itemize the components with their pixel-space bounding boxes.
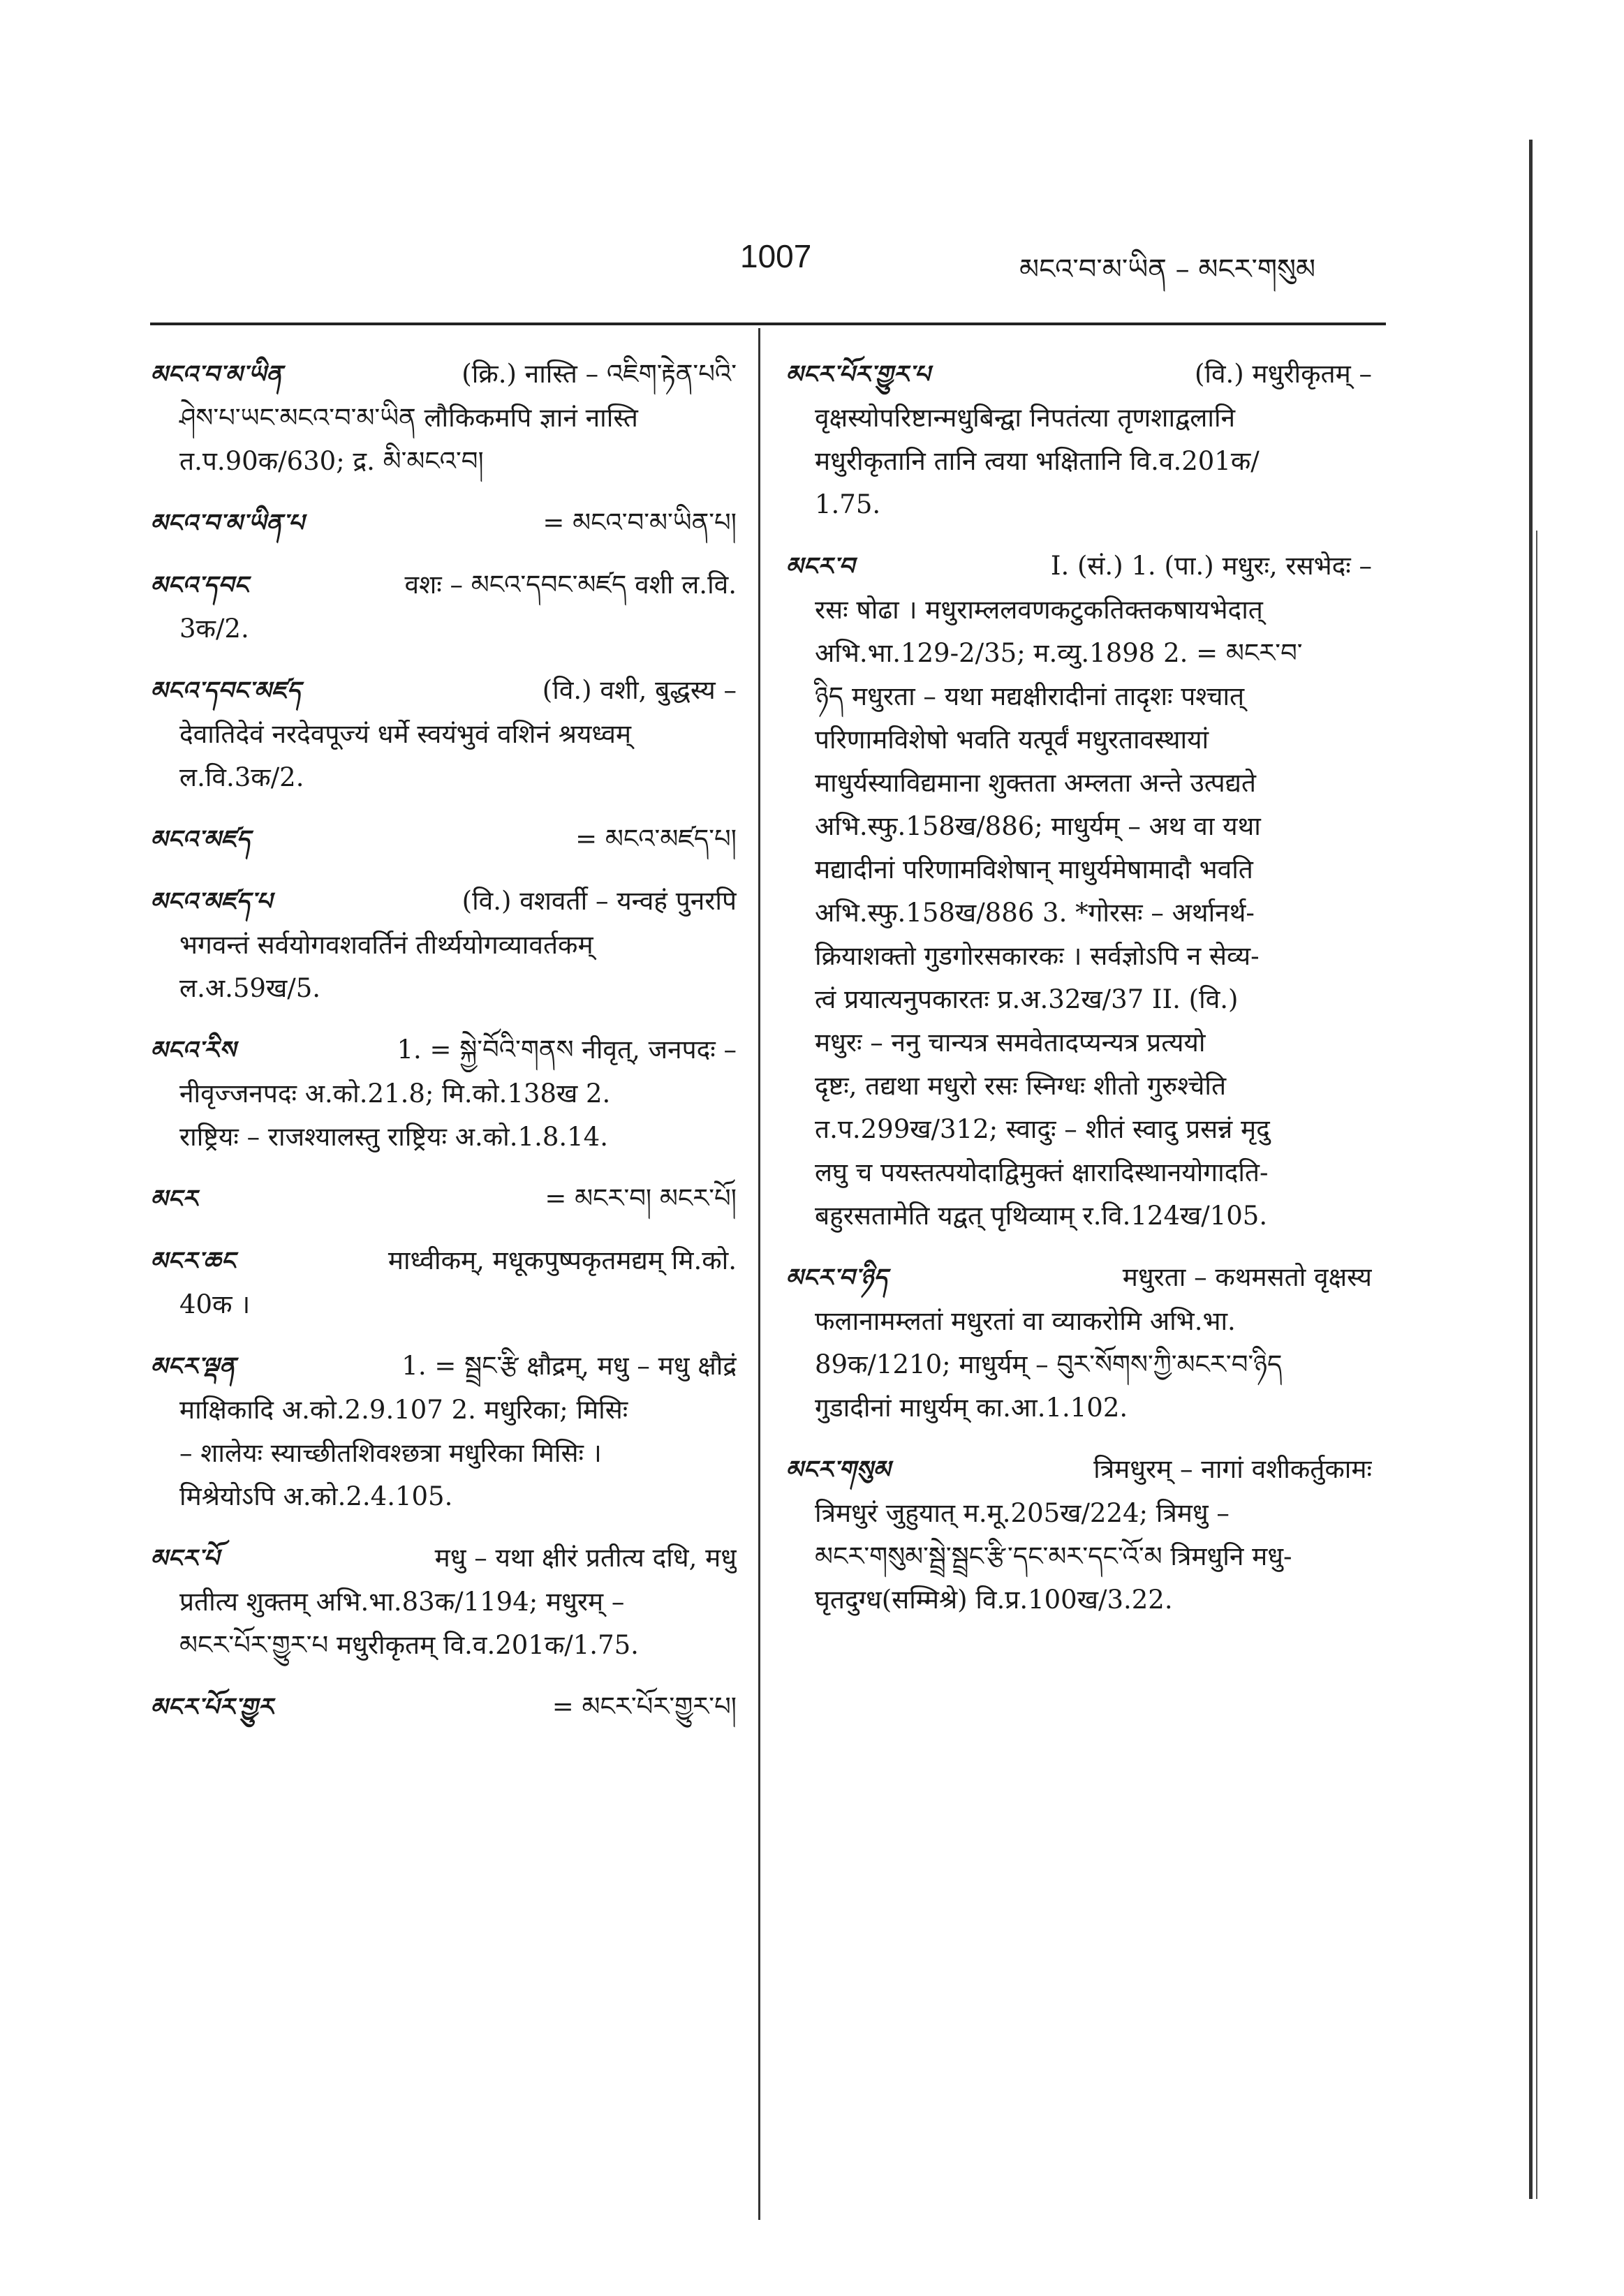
headword: མངར་བ — [785, 552, 855, 581]
right-column — [785, 353, 1372, 1640]
headword: མངར — [150, 1185, 198, 1213]
entry-head-line — [150, 501, 737, 545]
entry-text-line: नीवृज्जनपदः अ.को.21.8; मि.को.138ख 2. — [179, 1079, 611, 1109]
entry-text-line: त.प.299ख/312; स्वादुः – शीतं स्वादु प्रसन्नं मृदु — [815, 1114, 1270, 1144]
left-column — [150, 353, 737, 1747]
headword: མངའ་བ་མ་ཡིན — [150, 360, 283, 389]
entry-definition-start: 1. = སྐྱེ་བོའི་གནས नीवृत्, जनपदः – — [397, 1035, 737, 1065]
dictionary-entry — [150, 1345, 737, 1518]
entry-head-line — [785, 1448, 1372, 1492]
dictionary-entry — [150, 669, 737, 799]
entry-head-line — [150, 669, 737, 713]
entry-text-line: ཤེས་པ་ཡང་མངའ་བ་མ་ཡིན लौकिकमपि ज्ञानं नास्ति — [179, 403, 638, 433]
entry-text-line: रसः षोढा । मधुराम्ललवणकटुकतिक्तकषायभेदात् — [815, 595, 1263, 625]
entry-text-line: लघु च पयस्तत्पयोदाद्विमुक्तं क्षारादिस्थानयोगादति- — [815, 1157, 1269, 1187]
entry-text-line: 40क । — [179, 1289, 251, 1319]
entry-definition-start: मधुरता – कथमसतो वृक्षस्य — [1122, 1262, 1372, 1292]
entry-text-line: क्रियाशक्तो गुडगोरसकारकः । सर्वज्ञोऽपि न सेव्य- — [815, 941, 1260, 971]
headword: མངར་ཆང — [150, 1247, 236, 1275]
entry-definition-start: = མངར་པོར་གྱུར་པ། — [552, 1691, 737, 1721]
entry-head-line — [785, 353, 1372, 397]
entry-text-line: अभि.स्फु.158ख/886; माधुर्यम् – अथ वा यथा — [815, 811, 1261, 841]
entry-head-line — [150, 1536, 737, 1580]
entry-text-line: त्रिमधुरं जुहुयात् म.मू.205ख/224; त्रिमधु – — [815, 1498, 1230, 1528]
entry-definition-start: मधु – यथा क्षीरं प्रतीत्य दधि, मधु — [434, 1543, 737, 1573]
entry-head-line — [150, 1177, 737, 1221]
dictionary-entry — [785, 545, 1372, 1238]
entry-definition-start: = མངའ་བ་མ་ཡིན་པ། — [542, 508, 737, 538]
entry-text-line: मद्यादीनां परिणामविशेषान् माधुर्यमेषामादौ भवति — [815, 854, 1253, 884]
entry-text-line: 1.75. — [815, 489, 881, 519]
dictionary-entry — [785, 1448, 1372, 1622]
dictionary-entry — [150, 1177, 737, 1221]
running-head: མངའ་བ་མ་ཡིན – མངར་གསུམ — [1019, 253, 1316, 286]
scan-edge-line — [1529, 140, 1533, 2199]
header-rule — [150, 323, 1386, 325]
entry-head-line — [150, 880, 737, 924]
entry-text-line: घृतदुग्ध(सम्मिश्रे) वि.प्र.100ख/3.22. — [815, 1585, 1173, 1615]
entry-definition-start: = མངའ་མཛད་པ། — [575, 824, 737, 854]
entry-text-line: मिश्रेयोऽपि अ.को.2.4.105. — [179, 1481, 453, 1511]
entry-definition-start: (क्रि.) नास्ति – འཇིག་རྟེན་པའི་ — [462, 359, 737, 389]
headword: མངར་གསུམ — [785, 1456, 891, 1484]
headword: མངར་པོ — [150, 1544, 219, 1573]
entry-text-line: अभि.स्फु.158ख/886 3. *गोरसः – अर्थानर्थ- — [815, 898, 1255, 928]
headword: མངའ་དབང — [150, 571, 249, 600]
entry-text-line: མངར་གསུམ་སྦྲེ་སྦྲང་རྩི་དང་མར་དང་འོ་མ त्रिमधुनि मधु- — [815, 1541, 1292, 1571]
headword: མངའ་རིས — [150, 1036, 236, 1065]
scan-edge-line — [1536, 531, 1537, 2199]
headword: མངར་ལྡན — [150, 1352, 236, 1381]
entry-text-line: ल.अ.59ख/5. — [179, 973, 320, 1003]
dictionary-entry — [150, 563, 737, 651]
entry-head-line — [785, 545, 1372, 588]
dictionary-entry — [150, 353, 737, 483]
headword: མངའ་མཛད — [150, 825, 251, 854]
entry-definition-start: = མངར་བ། མངར་པོ། — [545, 1183, 737, 1213]
entry-definition-start: I. (सं.) 1. (पा.) मधुरः, रसभेदः – — [1050, 551, 1372, 581]
headword: མངར་བ་ཉིད — [785, 1264, 888, 1292]
entry-definition-start: (वि.) मधुरीकृतम् – — [1194, 359, 1372, 389]
entry-text-line: राष्ट्रियः – राजश्यालस्तु राष्ट्रियः अ.को.1.8.14. — [179, 1122, 608, 1152]
headword: མངའ་དབང་མཛད — [150, 676, 302, 705]
page-number: 1007 — [740, 238, 812, 274]
entry-head-line — [150, 353, 737, 397]
entry-text-line: त.प.90क/630; द्र. མི་མངའ་བ། — [179, 446, 484, 476]
dictionary-entry — [150, 1028, 737, 1159]
entry-text-line: ल.वि.3क/2. — [179, 762, 304, 792]
entry-head-line — [150, 1239, 737, 1283]
headword: མངར་པོར་གྱུར་པ — [785, 360, 931, 389]
dictionary-entry — [150, 1536, 737, 1667]
entry-text-line: 89क/1210; माधुर्यम् – བུར་སོགས་ཀྱི་མངར་བ་ཉིད — [815, 1349, 1283, 1379]
entry-text-line: अभि.भा.129-2/35; म.व्यु.1898 2. = མངར་བ་ — [815, 638, 1303, 668]
entry-head-line — [150, 1685, 737, 1729]
entry-head-line — [150, 563, 737, 607]
entry-definition-start: (वि.) वशी, बुद्धस्य – — [542, 675, 737, 705]
dictionary-entry — [785, 353, 1372, 526]
headword: མངར་པོར་གྱུར — [150, 1693, 274, 1721]
entry-text-line: भगवन्तं सर्वयोगवशवर्तिनं तीर्थ्ययोगव्यावर्तकम् — [179, 930, 593, 960]
entry-definition-start: माध्वीकम्, मधूकपुष्पकृतमद्यम् मि.को. — [387, 1245, 737, 1275]
dictionary-entry — [150, 880, 737, 1010]
entry-text-line: परिणामविशेषो भवति यत्पूर्वं मधुरतावस्थायां — [815, 725, 1209, 755]
entry-text-line: बहुरसतामेति यद्वत् पृथिव्याम् र.वि.124ख/105. — [815, 1201, 1268, 1231]
entry-definition-start: 1. = སྦྲང་རྩི क्षौद्रम्, मधु – मधु क्षौद्रं — [401, 1351, 737, 1381]
entry-text-line: मधुरीकृतानि तानि त्वया भक्षितानि वि.व.201क/ — [815, 446, 1260, 476]
entry-text-line: दृष्टः, तद्यथा मधुरो रसः स्निग्धः शीतो गुरुश्चेति — [815, 1071, 1227, 1101]
entry-head-line — [150, 817, 737, 861]
entry-text-line: फलानामम्लतां मधुरतां वा व्याकरोमि अभि.भा. — [815, 1306, 1236, 1336]
entry-text-line: गुडादीनां माधुर्यम् का.आ.1.102. — [815, 1393, 1128, 1423]
entry-text-line: ཉིད मधुरता – यथा मद्यक्षीरादीनां तादृशः पश्चात् — [815, 681, 1245, 711]
entry-text-line: वृक्षस्योपरिष्टान्मधुबिन्द्वा निपतंत्या तृणशाद्वलानि — [815, 403, 1236, 433]
entry-text-line: མངར་པོར་གྱུར་པ मधुरीकृतम् वि.व.201क/1.75. — [179, 1630, 639, 1660]
dictionary-entry — [785, 1256, 1372, 1430]
dictionary-entry — [150, 1239, 737, 1326]
entry-head-line — [150, 1345, 737, 1388]
headword: མངའ་མཛད་པ — [150, 887, 272, 916]
entry-text-line: माधुर्यस्याविद्यमाना शुक्तता अम्लता अन्ते उत्पद्यते — [815, 768, 1257, 798]
entry-text-line: प्रतीत्य शुक्तम् अभि.भा.83क/1194; मधुरम् – — [179, 1587, 625, 1617]
entry-text-line: देवातिदेवं नरदेवपूज्यं धर्मे स्वयंभुवं वशिनं श्रयध्वम् — [179, 719, 632, 749]
dictionary-entry — [150, 1685, 737, 1729]
entry-definition-start: (वि.) वशवर्ती – यन्वहं पुनरपि — [462, 886, 737, 916]
dictionary-entry — [150, 501, 737, 545]
entry-text-line: मधुरः – ननु चान्यत्र समवेतादप्यन्यत्र प्रत्ययो — [815, 1028, 1206, 1058]
entry-text-line: – शालेयः स्याच्छीतशिवश्छत्रा मधुरिका मिसिः । — [179, 1438, 602, 1468]
entry-text-line: माक्षिकादि अ.को.2.9.107 2. मधुरिका; मिसिः — [179, 1395, 628, 1425]
entry-definition-start: वशः – མངའ་དབང་མཛད वशी ल.वि. — [404, 570, 737, 600]
entry-text-line: त्वं प्रयात्यनुपकारतः प्र.अ.32ख/37 II. (वि.) — [815, 984, 1239, 1014]
entry-head-line — [150, 1028, 737, 1072]
entry-definition-start: त्रिमधुरम् – नागां वशीकर्तुकामः — [1093, 1454, 1372, 1484]
headword: མངའ་བ་མ་ཡིན་པ — [150, 509, 304, 538]
entry-text-line: 3क/2. — [179, 614, 249, 644]
dictionary-entry — [150, 817, 737, 861]
entry-head-line — [785, 1256, 1372, 1300]
column-divider — [758, 328, 760, 2220]
